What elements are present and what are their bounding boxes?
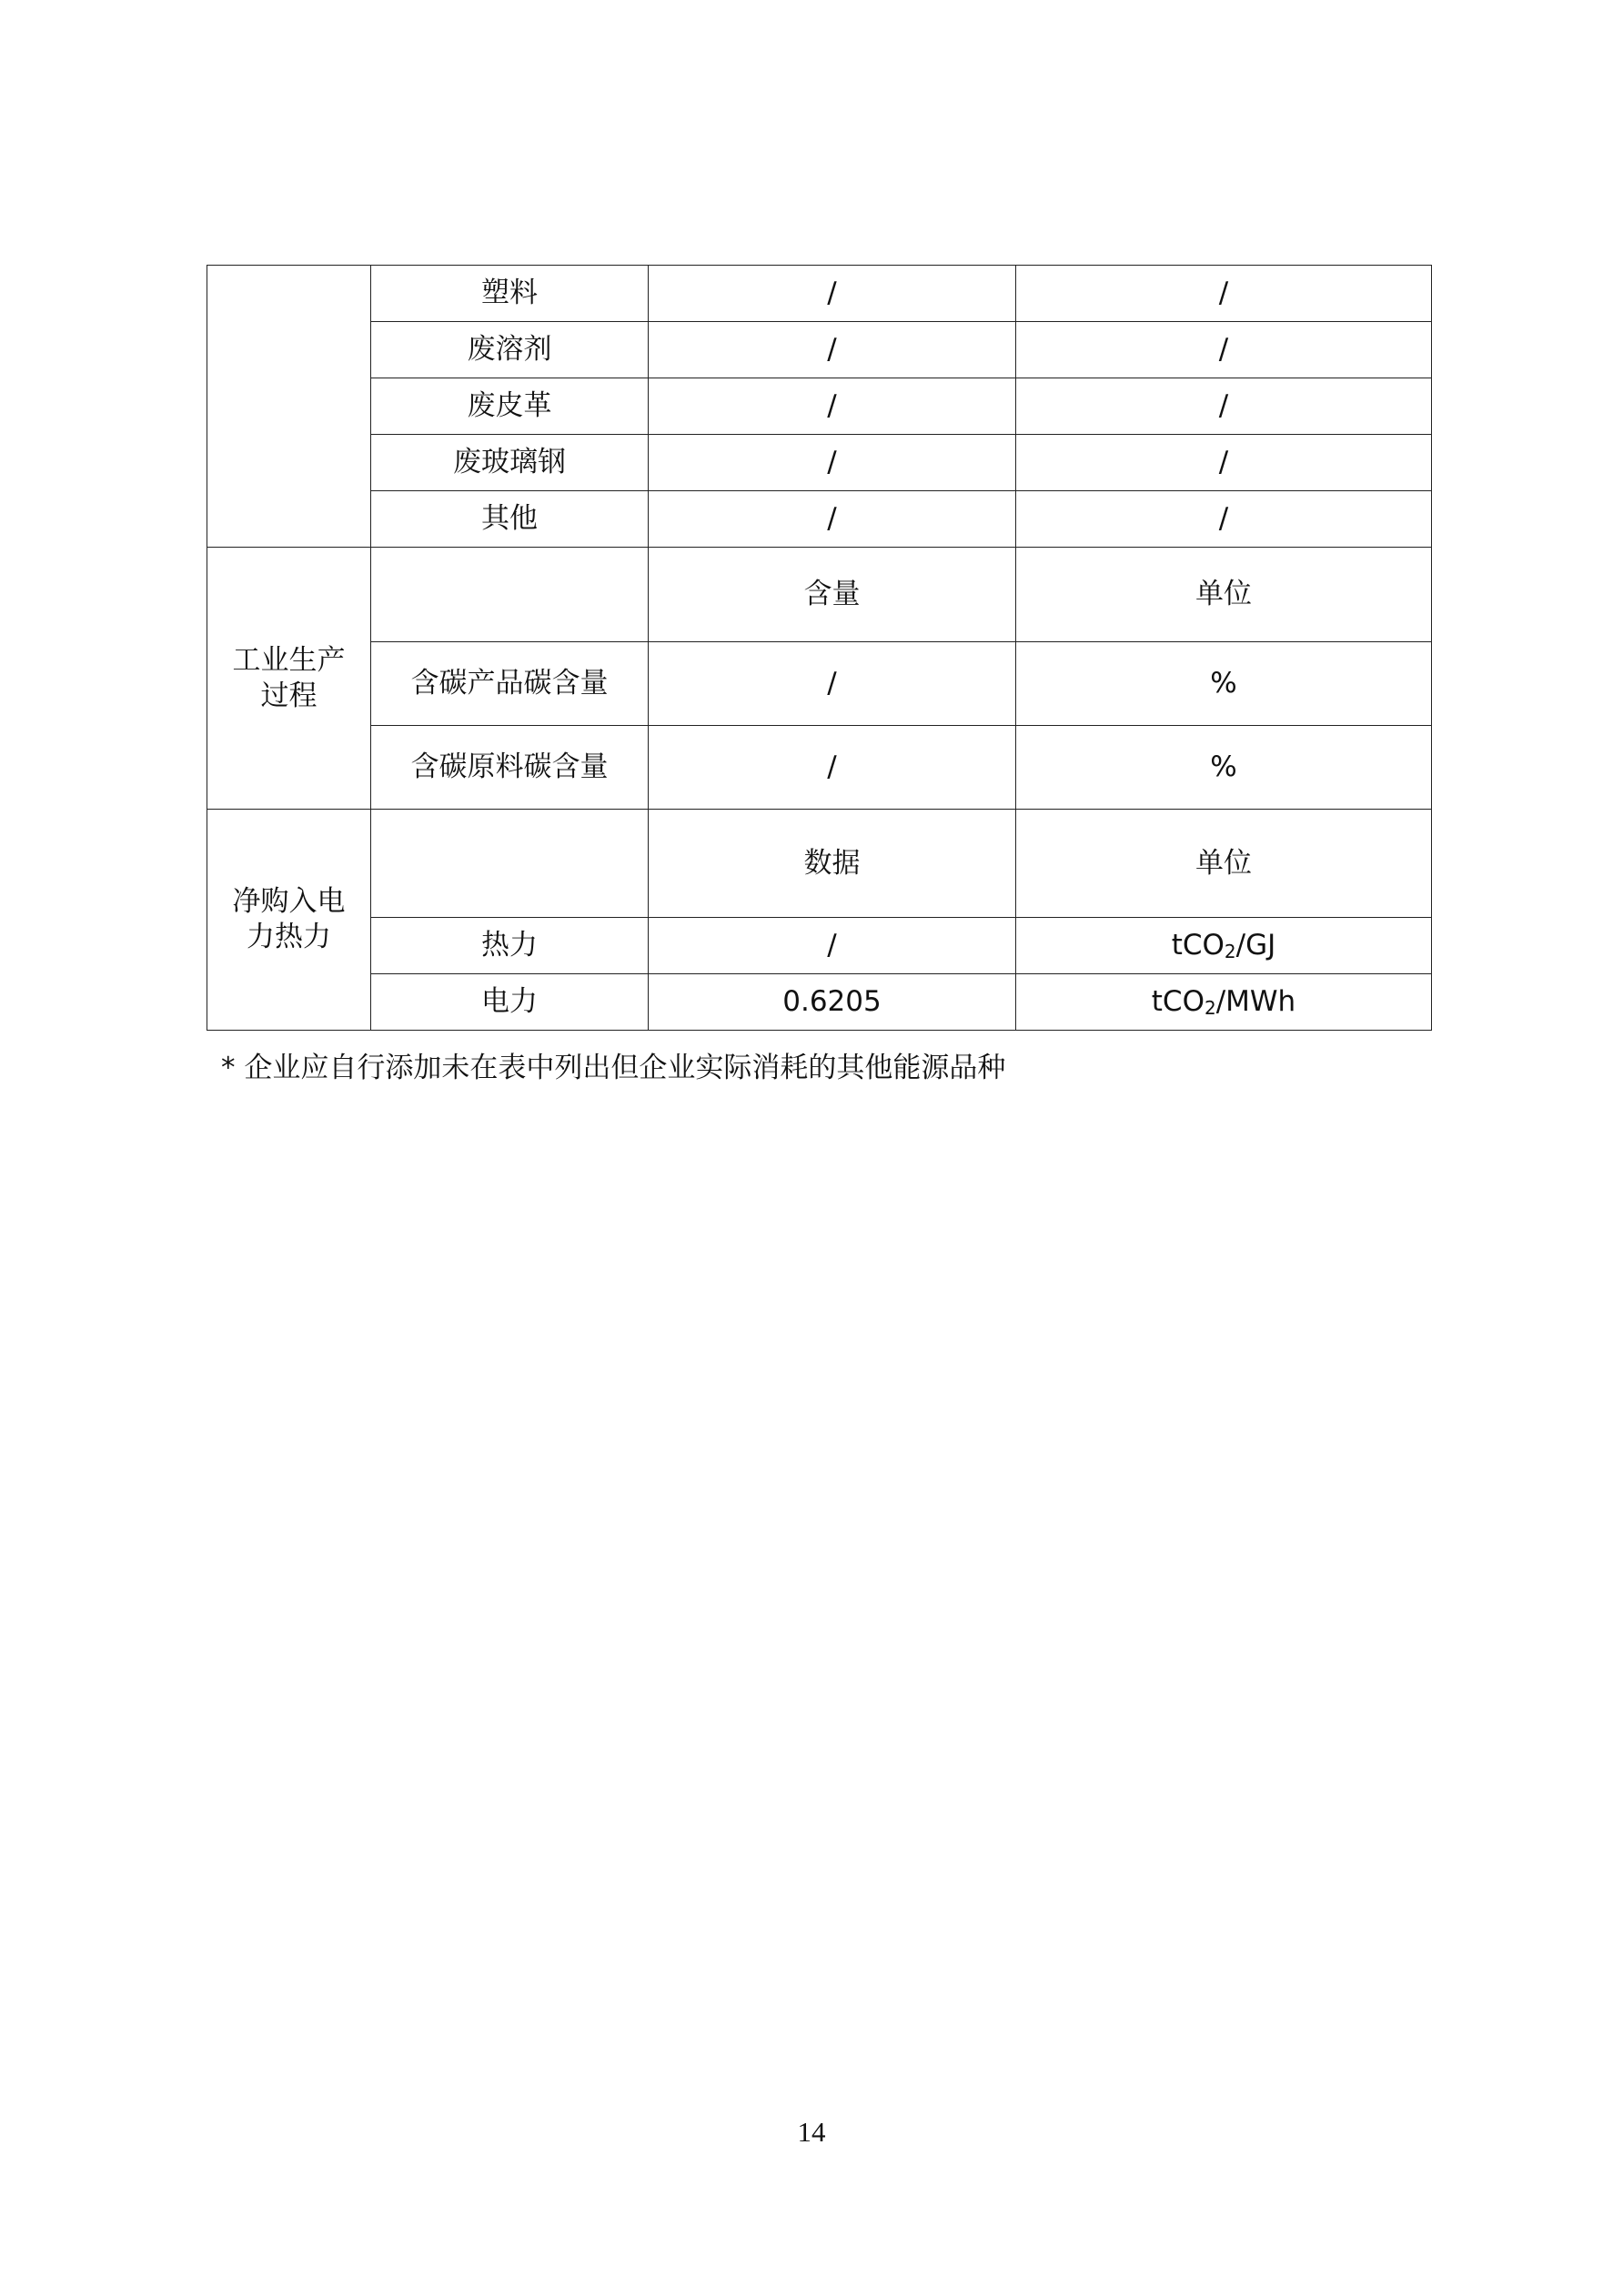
table-header-row bbox=[207, 548, 1432, 642]
table-footnote: * 企业应自行添加未在表中列出但企业实际消耗的其他能源品种 bbox=[221, 1052, 1006, 1084]
category-label-line2: 过程 bbox=[260, 679, 318, 712]
table-row bbox=[207, 266, 1432, 322]
value-cell: / bbox=[649, 322, 1016, 378]
category-cell-waste bbox=[207, 266, 371, 548]
empty-header-cell bbox=[371, 548, 649, 642]
item-name-cell: 含碳产品碳含量 bbox=[371, 642, 649, 726]
unit-cell bbox=[1016, 918, 1432, 974]
unit-cell: / bbox=[1016, 491, 1432, 548]
item-name-cell: 废玻璃钢 bbox=[371, 435, 649, 491]
unit-prefix: tCO bbox=[1171, 929, 1225, 962]
category-label-line1: 工业生产 bbox=[232, 643, 346, 677]
column-header-data: 数据 bbox=[649, 810, 1016, 918]
category-cell-purchased bbox=[207, 810, 371, 1031]
unit-cell: / bbox=[1016, 266, 1432, 322]
unit-cell: / bbox=[1016, 378, 1432, 435]
value-cell: 0.6205 bbox=[649, 974, 1016, 1031]
column-header-content: 含量 bbox=[649, 548, 1016, 642]
table-row bbox=[207, 974, 1432, 1031]
item-name-cell: 塑料 bbox=[371, 266, 649, 322]
unit-suffix: /MWh bbox=[1215, 985, 1296, 1018]
table-row bbox=[207, 491, 1432, 548]
table-row bbox=[207, 642, 1432, 726]
value-cell: / bbox=[649, 642, 1016, 726]
table-row bbox=[207, 918, 1432, 974]
item-name-cell: 含碳原料碳含量 bbox=[371, 726, 649, 810]
value-cell: / bbox=[649, 378, 1016, 435]
category-cell-industrial bbox=[207, 548, 371, 810]
emission-factor-table bbox=[207, 265, 1432, 1031]
unit-cell: % bbox=[1016, 642, 1432, 726]
column-header-unit: 单位 bbox=[1016, 548, 1432, 642]
unit-subscript: 2 bbox=[1204, 997, 1216, 1019]
item-name-cell: 废溶剂 bbox=[371, 322, 649, 378]
page-number: 14 bbox=[797, 2116, 826, 2148]
item-name-cell: 热力 bbox=[371, 918, 649, 974]
value-cell: / bbox=[649, 918, 1016, 974]
item-name-cell: 废皮革 bbox=[371, 378, 649, 435]
unit-cell: % bbox=[1016, 726, 1432, 810]
empty-header-cell bbox=[371, 810, 649, 918]
category-label-line2: 力热力 bbox=[247, 921, 331, 953]
column-header-unit: 单位 bbox=[1016, 810, 1432, 918]
table-row bbox=[207, 378, 1432, 435]
unit-cell: / bbox=[1016, 322, 1432, 378]
table-header-row bbox=[207, 810, 1432, 918]
table-row bbox=[207, 322, 1432, 378]
table-row bbox=[207, 435, 1432, 491]
value-cell: / bbox=[649, 435, 1016, 491]
item-name-cell: 其他 bbox=[371, 491, 649, 548]
unit-subscript: 2 bbox=[1224, 941, 1236, 962]
unit-suffix: /GJ bbox=[1235, 929, 1276, 962]
value-cell: / bbox=[649, 491, 1016, 548]
value-cell: / bbox=[649, 726, 1016, 810]
item-name-cell: 电力 bbox=[371, 974, 649, 1031]
unit-cell: / bbox=[1016, 435, 1432, 491]
unit-prefix: tCO bbox=[1151, 985, 1205, 1018]
category-label-line1: 净购入电 bbox=[232, 885, 346, 919]
value-cell: / bbox=[649, 266, 1016, 322]
unit-cell bbox=[1016, 974, 1432, 1031]
table-row bbox=[207, 726, 1432, 810]
